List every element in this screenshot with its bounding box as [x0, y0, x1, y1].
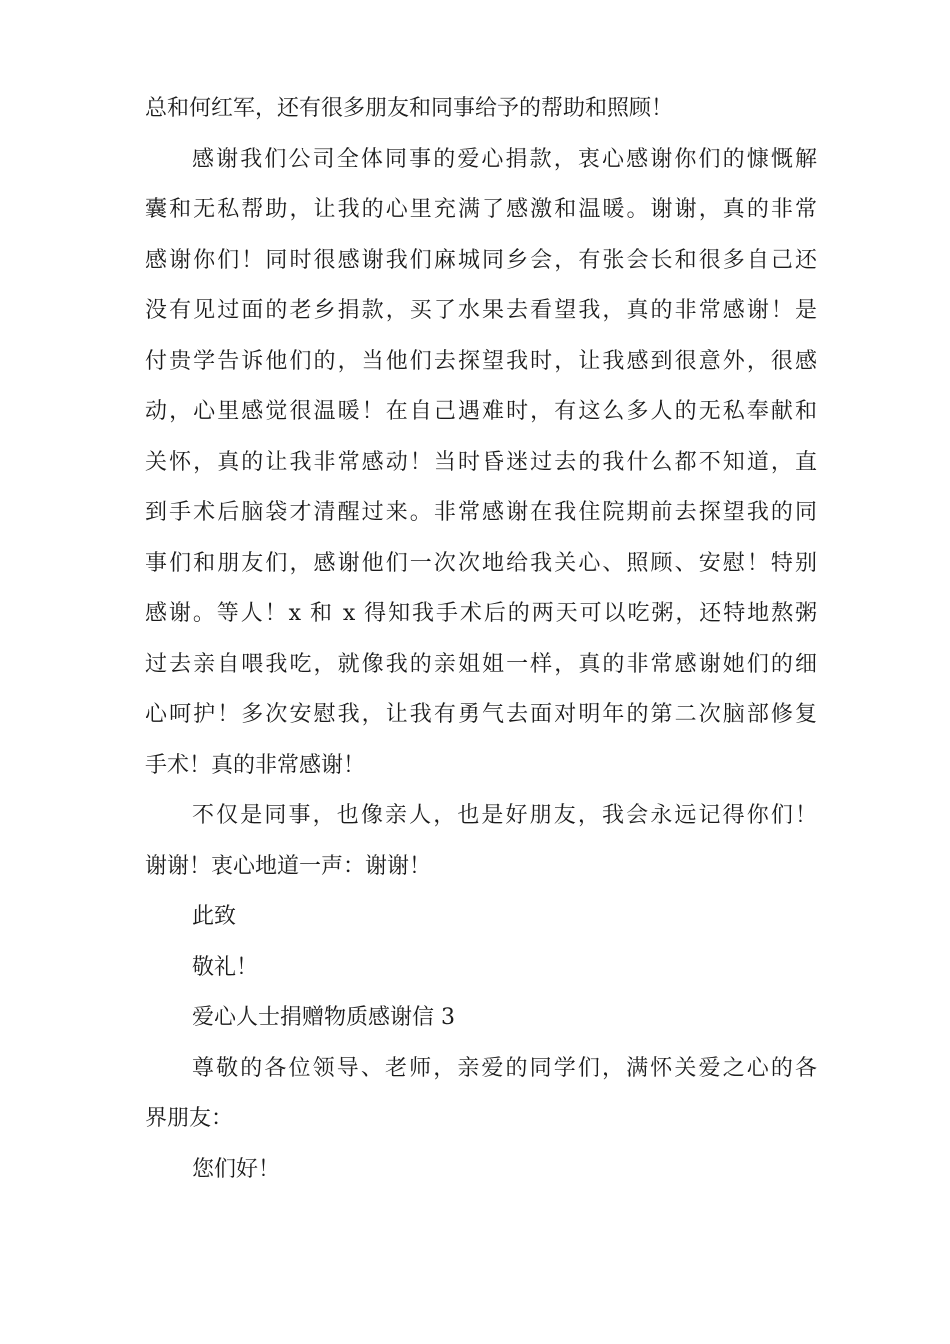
- paragraph-start-line: 感谢我们公司全体同事的爱心捐款，衷心感谢你们的慷慨解: [192, 146, 817, 172]
- text-line: 界朋友：: [145, 1106, 234, 1131]
- closing-salutation: 此致: [192, 904, 237, 929]
- text-line: 感谢。等人！x 和 x 得知我手术后的两天可以吃粥，还特地熬粥: [145, 601, 817, 626]
- text-line: 动，心里感觉很温暖！在自己遇难时，有这么多人的无私奉献和: [145, 399, 817, 424]
- text-line: 到手术后脑袋才清醒过来。非常感谢在我住院期前去探望我的同: [145, 500, 817, 525]
- text-line: 感谢你们！同时很感谢我们麻城同乡会，有张会长和很多自己还: [145, 247, 817, 273]
- text-line: 心呵护！多次安慰我，让我有勇气去面对明年的第二次脑部修复: [145, 702, 817, 727]
- text-line: 没有见过面的老乡捐款，买了水果去看望我，真的非常感谢！是: [145, 298, 817, 323]
- greeting-line: 尊敬的各位领导、老师，亲爱的同学们，满怀关爱之心的各: [192, 1055, 817, 1081]
- paragraph-start-line: 不仅是同事，也像亲人，也是好朋友，我会永远记得你们！: [192, 803, 817, 828]
- greeting-line: 您们好！: [192, 1156, 281, 1182]
- text-line: 总和何红军，还有很多朋友和同事给予的帮助和照顾！: [145, 96, 674, 121]
- document-body: [145, 84, 817, 1195]
- text-line: 谢谢！衷心地道一声：谢谢！: [145, 853, 432, 879]
- text-line: 囊和无私帮助，让我的心里充满了感激和温暖。谢谢，真的非常: [145, 197, 817, 222]
- text-line: 过去亲自喂我吃，就像我的亲姐姐一样，真的非常感谢她们的细: [145, 651, 817, 677]
- text-line: 事们和朋友们，感谢他们一次次地给我关心、照顾、安慰！特别: [145, 550, 817, 576]
- closing-regards: 敬礼！: [192, 954, 259, 980]
- text-line: 关怀，真的让我非常感动！当时昏迷过去的我什么都不知道，直: [145, 449, 817, 475]
- text-line: 付贵学告诉他们的，当他们去探望我时，让我感到很意外，很感: [145, 348, 817, 374]
- text-line: 手术！真的非常感谢！: [145, 752, 366, 778]
- section-title: 爱心人士捐赠物质感谢信 3: [192, 1005, 455, 1030]
